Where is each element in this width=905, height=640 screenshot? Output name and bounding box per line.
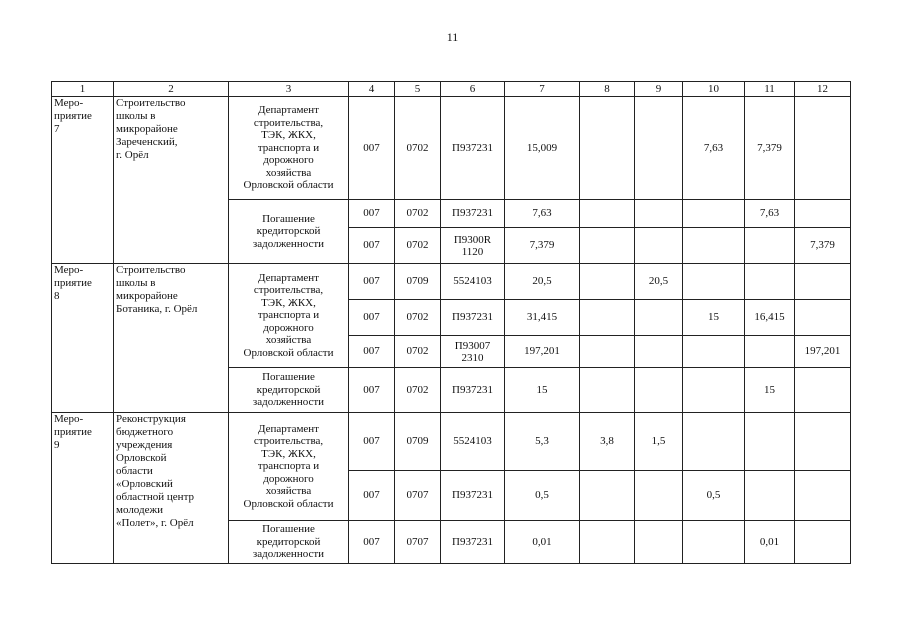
table-cell: 197,201 <box>795 336 851 368</box>
activity-name: Реконструкция бюджетного учреждения Орловской области «Орловский областной центр молодежи «Полет», г. Орёл <box>114 413 229 564</box>
table-cell <box>683 264 745 300</box>
table-cell: П937231 <box>441 97 505 200</box>
table-cell: П937231 <box>441 300 505 336</box>
table-cell <box>795 200 851 228</box>
table-cell: 31,415 <box>505 300 580 336</box>
table-cell <box>745 228 795 264</box>
table-cell: 007 <box>349 97 395 200</box>
table-cell: 7,63 <box>505 200 580 228</box>
table-cell <box>635 228 683 264</box>
table-cell <box>683 228 745 264</box>
column-header: 6 <box>441 82 505 97</box>
table-cell <box>580 300 635 336</box>
table-cell: 007 <box>349 228 395 264</box>
table-cell: 7,63 <box>683 97 745 200</box>
table-cell: 5,3 <box>505 413 580 471</box>
table-cell: 007 <box>349 300 395 336</box>
table-cell <box>635 521 683 564</box>
table-cell <box>580 97 635 200</box>
table-cell: П937231 <box>441 200 505 228</box>
table-cell: 15 <box>505 368 580 413</box>
table-cell: 5524103 <box>441 264 505 300</box>
table-cell <box>635 368 683 413</box>
column-header: 2 <box>114 82 229 97</box>
table-cell <box>795 368 851 413</box>
table-cell: 0702 <box>395 300 441 336</box>
table-cell: 0,01 <box>745 521 795 564</box>
table-cell <box>635 336 683 368</box>
table-cell: 0707 <box>395 471 441 521</box>
table-cell: П937231 <box>441 471 505 521</box>
table-cell <box>635 300 683 336</box>
table-cell <box>580 368 635 413</box>
table-cell <box>745 413 795 471</box>
table-cell: П93007 2310 <box>441 336 505 368</box>
table-cell <box>635 97 683 200</box>
table-cell <box>580 336 635 368</box>
budget-table <box>51 81 851 564</box>
table-cell: 0707 <box>395 521 441 564</box>
department-cell: Департамент строительства, ТЭК, ЖКХ, транспорта и дорожного хозяйства Орловской области <box>229 413 349 521</box>
table-cell <box>683 413 745 471</box>
column-header: 4 <box>349 82 395 97</box>
table-cell: 0702 <box>395 336 441 368</box>
table-row <box>52 413 851 471</box>
table-cell: 15 <box>683 300 745 336</box>
table-cell: 007 <box>349 336 395 368</box>
table-cell: 16,415 <box>745 300 795 336</box>
table-cell <box>795 521 851 564</box>
header-row <box>52 82 851 97</box>
page-number: 11 <box>446 30 459 44</box>
table-cell <box>745 471 795 521</box>
column-header: 7 <box>505 82 580 97</box>
table-cell: 197,201 <box>505 336 580 368</box>
activity-label: Меро- приятие 8 <box>52 264 114 413</box>
table-cell <box>795 97 851 200</box>
debt-cell: Погашение кредиторской задолженности <box>229 521 349 564</box>
activity-label: Меро- приятие 9 <box>52 413 114 564</box>
table-cell: 007 <box>349 264 395 300</box>
table-cell: 0709 <box>395 264 441 300</box>
table-row <box>52 97 851 200</box>
activity-label: Меро- приятие 7 <box>52 97 114 264</box>
table-cell <box>580 228 635 264</box>
table-cell: П937231 <box>441 368 505 413</box>
table-cell: 007 <box>349 521 395 564</box>
table-cell: 5524103 <box>441 413 505 471</box>
table-cell <box>635 200 683 228</box>
debt-cell: Погашение кредиторской задолженности <box>229 368 349 413</box>
table-cell: 7,63 <box>745 200 795 228</box>
table-cell: 0702 <box>395 228 441 264</box>
table-cell: 0709 <box>395 413 441 471</box>
table-cell: 20,5 <box>635 264 683 300</box>
table-cell: 7,379 <box>795 228 851 264</box>
table-cell: 1,5 <box>635 413 683 471</box>
table-cell <box>580 471 635 521</box>
table-cell <box>795 300 851 336</box>
table-cell: 15 <box>745 368 795 413</box>
debt-cell: Погашение кредиторской задолженности <box>229 200 349 264</box>
column-header: 11 <box>745 82 795 97</box>
table-cell: 7,379 <box>505 228 580 264</box>
column-header: 5 <box>395 82 441 97</box>
table-cell: 20,5 <box>505 264 580 300</box>
table-cell <box>580 200 635 228</box>
table-cell: П937231 <box>441 521 505 564</box>
table-cell <box>683 368 745 413</box>
column-header: 10 <box>683 82 745 97</box>
table-cell: 0,5 <box>683 471 745 521</box>
table-cell <box>580 264 635 300</box>
table-cell <box>683 200 745 228</box>
table-cell <box>580 521 635 564</box>
table-cell <box>745 264 795 300</box>
table-cell: 007 <box>349 368 395 413</box>
table-cell <box>795 413 851 471</box>
table-cell: 007 <box>349 413 395 471</box>
department-cell: Департамент строительства, ТЭК, ЖКХ, транспорта и дорожного хозяйства Орловской области <box>229 97 349 200</box>
table-cell <box>683 521 745 564</box>
table-cell: 7,379 <box>745 97 795 200</box>
table-cell: 0702 <box>395 200 441 228</box>
table-cell: 15,009 <box>505 97 580 200</box>
table-cell <box>683 336 745 368</box>
column-header: 9 <box>635 82 683 97</box>
table-cell: 007 <box>349 200 395 228</box>
table-cell <box>635 471 683 521</box>
table-cell: 0,01 <box>505 521 580 564</box>
table-cell: П9300R 1120 <box>441 228 505 264</box>
table-cell <box>795 471 851 521</box>
table-cell: 0,5 <box>505 471 580 521</box>
table-cell: 3,8 <box>580 413 635 471</box>
table-cell <box>795 264 851 300</box>
table-cell: 007 <box>349 471 395 521</box>
department-cell: Департамент строительства, ТЭК, ЖКХ, транспорта и дорожного хозяйства Орловской области <box>229 264 349 368</box>
activity-name: Строительство школы в микрорайоне Ботаника, г. Орёл <box>114 264 229 413</box>
column-header: 3 <box>229 82 349 97</box>
table-cell: 0702 <box>395 97 441 200</box>
table-row <box>52 264 851 300</box>
table-cell <box>745 336 795 368</box>
column-header: 8 <box>580 82 635 97</box>
column-header: 1 <box>52 82 114 97</box>
table-cell: 0702 <box>395 368 441 413</box>
activity-name: Строительство школы в микрорайоне Зареченский, г. Орёл <box>114 97 229 264</box>
column-header: 12 <box>795 82 851 97</box>
